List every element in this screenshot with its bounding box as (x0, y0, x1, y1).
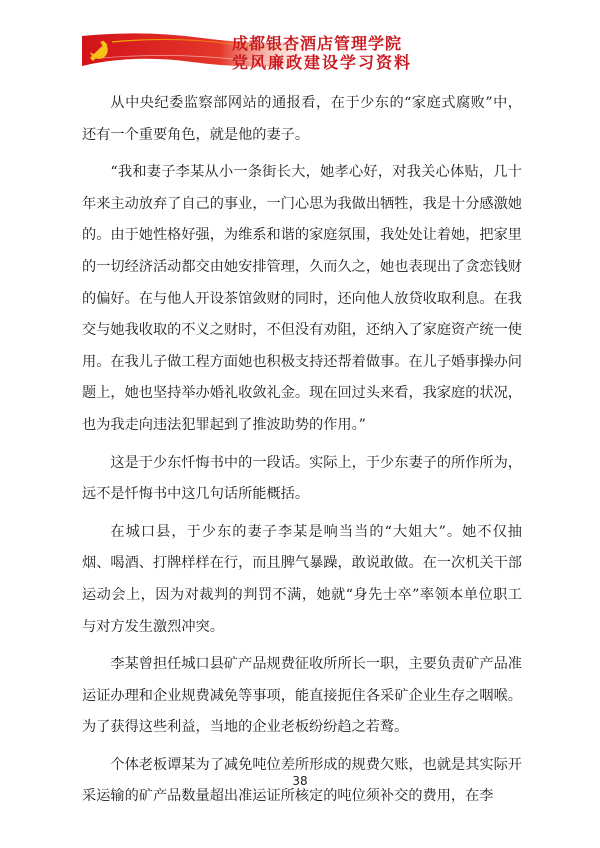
party-emblem-icon (86, 38, 112, 62)
document-series-title: 党风廉政建设学习资料 (232, 53, 413, 72)
document-header (82, 20, 522, 78)
paragraph-3: 这是于少东忏悔书中的一段话。实际上，于少东妻子的所作所为，远不是忏悔书中这几句话所能概括。 (82, 454, 522, 503)
paragraph-6: 个体老板谭某为了减免吨位差所形成的规费欠账，也就是其实际开采运输的矿产品数量超出准运证所核定的吨位须补交的费用，在李 (82, 756, 522, 805)
paragraph-4: 在城口县，于少东的妻子李某是响当当的“大姐大”。她不仅抽烟、喝酒、打牌样样在行，而且脾气暴躁，敢说敢做。在一次机关干部运动会上，因为对裁判的判罚不满，她就“身先士卒”率领本单位职工与对方发生激烈冲突。 (82, 523, 522, 635)
header-titles (232, 34, 512, 72)
article-body (82, 88, 522, 813)
paragraph-5: 李某曾担任城口县矿产品规费征收所所长一职，主要负责矿产品准运证办理和企业规费减免等事项，能直接扼住各采矿企业生存之咽喉。为了获得这些利益，当地的企业老板纷纷趋之若鹜。 (82, 656, 522, 736)
paragraph-2: “我和妻子李某从小一条街长大，她孝心好，对我关心体贴，几十年来主动放弃了自己的事业，一门心思为我做出牺牲，我是十分感激她的。由于她性格好强，为维系和谐的家庭氛围，我处处让着她，把家里的一切经济活动都交由她安排管理，久而久之，她也表现出了贪恋钱财的偏好。在与他人开设茶馆敛财的同时，还向他人放贷收取利息。在我交与她我收取的不义之财时，不但没有劝阻，还纳入了家庭资产统一使用。在我儿子做工程方面她也积极支持还帮着做事。在儿子婚事操办问题上，她也坚持举办婚礼收敛礼金。现在回过头来看，我家庭的状况，也为我走向违法犯罪起到了推波助势的作用。” (82, 164, 522, 433)
paragraph-1: 从中央纪委监察部网站的通报看，在于少东的“家庭式腐败”中，还有一个重要角色，就是他的妻子。 (82, 95, 522, 143)
page-number: 38 (292, 774, 308, 788)
institution-name: 成都银杏酒店管理学院 (232, 34, 403, 53)
